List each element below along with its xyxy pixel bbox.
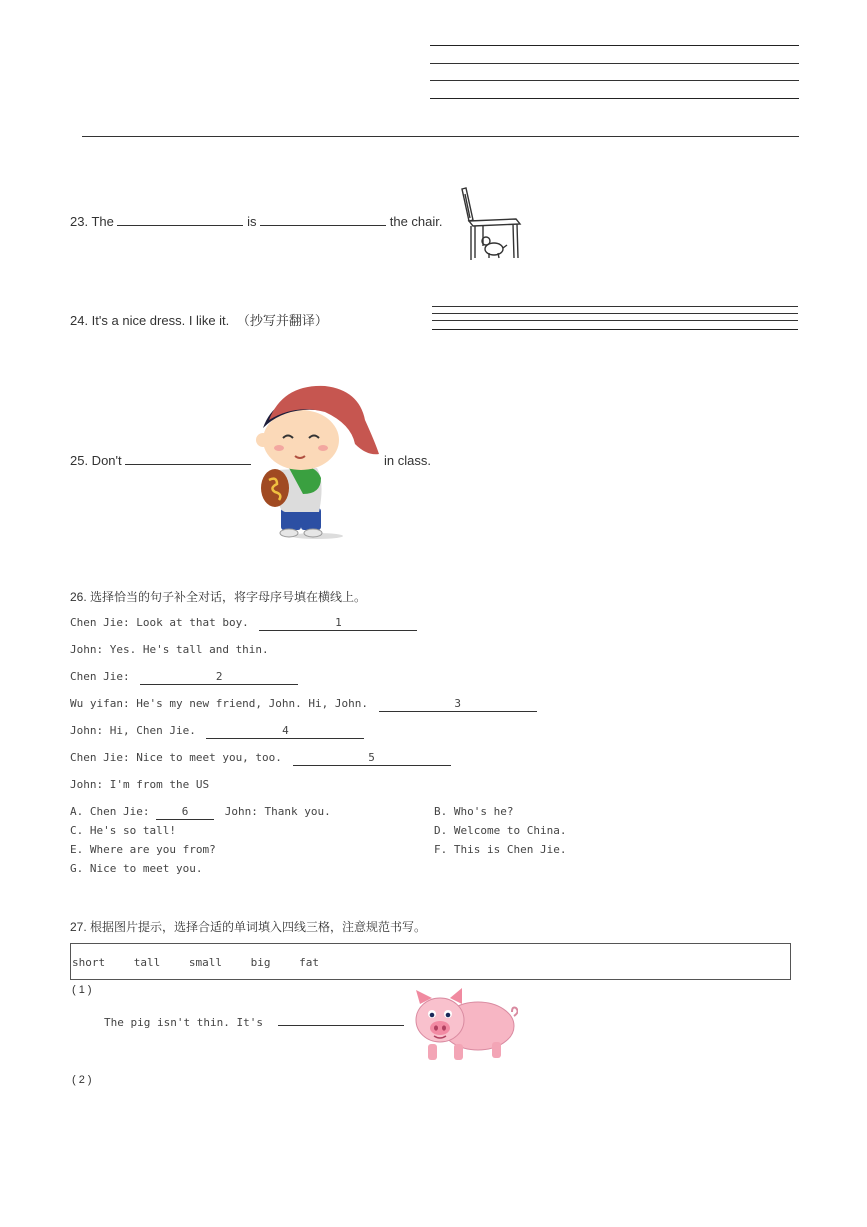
option-d: D. Welcome to China. [434, 824, 567, 837]
option-a-blank[interactable]: 6 [156, 805, 214, 820]
option-e: E. Where are you from? [70, 843, 216, 856]
dialogue-line: John: I'm from the US [70, 778, 210, 791]
option-a: A. Chen Jie: 6 John: Thank you. [70, 805, 331, 818]
dialogue-line: John: Hi, Chen Jie. 4 [70, 724, 364, 739]
question-25 [70, 453, 251, 468]
boy-eating-image [255, 382, 383, 540]
q25-suffix: in class. [384, 453, 431, 468]
dialogue-line: John: Yes. He's tall and thin. [70, 643, 269, 656]
q23-mid: is [247, 214, 257, 229]
pig-image [410, 986, 518, 1062]
q24-text: 24. It's a nice dress. I like it. [70, 313, 230, 328]
word-option: short [72, 956, 106, 969]
word-bank-box [70, 943, 791, 980]
writing-line [432, 306, 798, 307]
option-f: F. This is Chen Jie. [434, 843, 567, 856]
option-b: B. Who's he? [434, 805, 514, 818]
dialogue-line: Chen Jie: 2 [70, 670, 298, 685]
q23-blank-1[interactable] [117, 225, 243, 226]
writing-line [430, 98, 799, 99]
writing-line [430, 63, 799, 64]
option-c: C. He's so tall! [70, 824, 176, 837]
writing-line [430, 80, 799, 81]
q26-instruction: 26. 选择恰当的句子补全对话，将字母序号填在横线上。 [70, 590, 367, 604]
dialogue-blank[interactable]: 3 [379, 697, 537, 712]
word-bank [72, 956, 341, 969]
q24-note: （抄写并翻译） [236, 313, 328, 328]
question-23 [70, 214, 443, 229]
q27-sub2-label: ( 2 ) [72, 1074, 92, 1086]
q27-sub1-label: ( 1 ) [72, 984, 92, 996]
word-option: small [188, 956, 222, 969]
chair-with-dog-image [458, 186, 524, 264]
q23-prefix: 23. The [70, 214, 114, 229]
q23-suffix: the chair. [389, 214, 443, 229]
q27-sub1-blank[interactable] [278, 1025, 404, 1026]
writing-line [430, 45, 799, 46]
word-option: tall [133, 956, 161, 969]
dialogue-line: Chen Jie: Look at that boy. 1 [70, 616, 417, 631]
q27-sub1: The pig isn't thin. It's [104, 1016, 427, 1029]
question-24 [70, 310, 328, 329]
writing-line [432, 320, 798, 321]
q25-blank[interactable] [125, 464, 251, 465]
dialogue-blank[interactable]: 4 [206, 724, 364, 739]
dialogue-blank[interactable]: 2 [140, 670, 298, 685]
dialogue-blank[interactable]: 1 [259, 616, 417, 631]
writing-line [432, 313, 798, 314]
dialogue-line: Wu yifan: He's my new friend, John. Hi, John. 3 [70, 697, 537, 712]
q27-instruction: 27. 根据图片提示，选择合适的单词填入四线三格，注意规范书写。 [70, 920, 427, 934]
q23-blank-2[interactable] [260, 225, 386, 226]
word-option: big [250, 956, 271, 969]
option-g: G. Nice to meet you. [70, 862, 203, 875]
dialogue-blank[interactable]: 5 [293, 751, 451, 766]
answer-line [82, 136, 799, 137]
dialogue-line: Chen Jie: Nice to meet you, too. 5 [70, 751, 451, 766]
q25-prefix: 25. Don't [70, 453, 122, 468]
writing-line [432, 329, 798, 330]
word-option: fat [299, 956, 319, 969]
